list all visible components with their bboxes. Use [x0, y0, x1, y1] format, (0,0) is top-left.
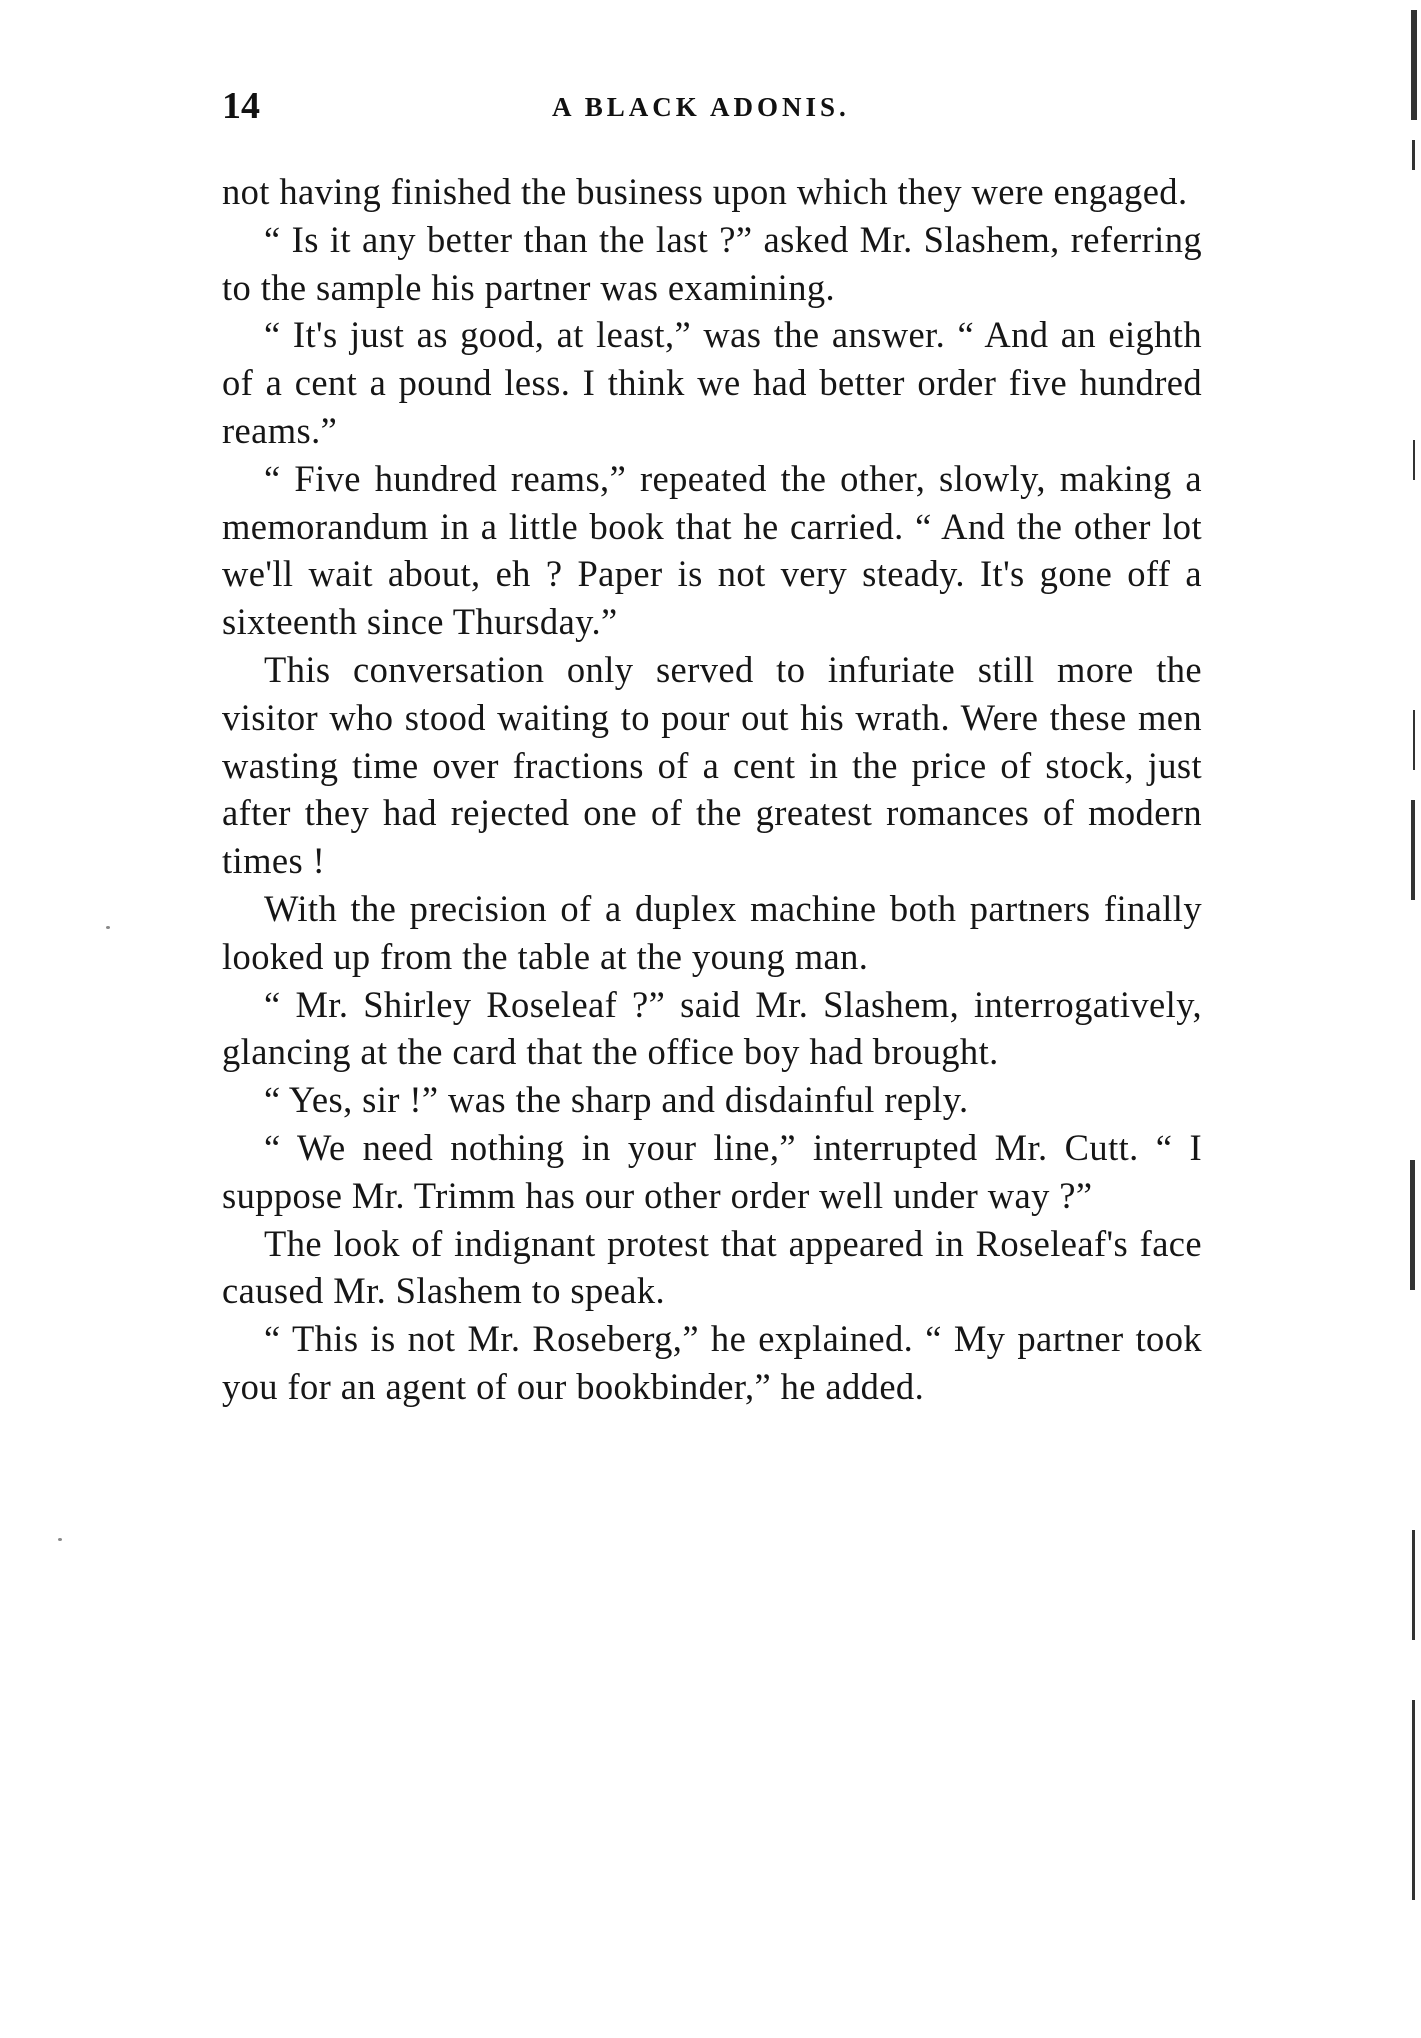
paragraph-4: “ Five hundred reams,” repeated the other, slowly, making a memorandum in a little book that he carried. “ And the other lot we'll wait about, eh ? Paper is not very steady. It's gone off a sixteenth since Thursday.” — [222, 457, 1202, 643]
page-number: 14 — [222, 85, 260, 127]
edge-mark — [1412, 140, 1415, 170]
edge-mark — [1413, 710, 1415, 770]
paragraph-2: “ Is it any better than the last ?” asked Mr. Slashem, referring to the sample his partner was examining. — [222, 218, 1202, 308]
edge-mark — [1411, 10, 1417, 120]
edge-mark — [1412, 1530, 1415, 1640]
paper-speck — [58, 1538, 62, 1541]
paragraph-5: This conversation only served to infuriate still more the visitor who stood waiting to pour out his wrath. Were these men wasting time over fractions of a cent in the price of stock, just after they had rejected one of the greatest romances of modern times ! — [222, 648, 1202, 882]
page-header — [222, 84, 1202, 134]
running-head: A BLACK ADONIS. — [552, 92, 850, 122]
paragraph-7: “ Mr. Shirley Roseleaf ?” said Mr. Slashem, interrogatively, glancing at the card that the office boy had brought. — [222, 983, 1202, 1073]
body-text — [222, 168, 1202, 1411]
paragraph-6: With the precision of a duplex machine both partners finally looked up from the table at the young man. — [222, 887, 1202, 977]
paragraph-9: “ We need nothing in your line,” interrupted Mr. Cutt. “ I suppose Mr. Trimm has our other order well under way ?” — [222, 1126, 1202, 1216]
edge-mark — [1410, 1160, 1415, 1290]
paragraph-3: “ It's just as good, at least,” was the answer. “ And an eighth of a cent a pound less. I think we had better order five hundred reams.” — [222, 314, 1202, 451]
edge-mark — [1413, 440, 1415, 480]
paragraph-10: The look of indignant protest that appeared in Roseleaf's face caused Mr. Slashem to speak. — [222, 1222, 1202, 1312]
edge-mark — [1412, 1700, 1415, 1900]
paragraph-1: not having finished the business upon which they were engaged. — [222, 171, 1188, 212]
edge-mark — [1411, 800, 1415, 900]
paragraph-8: “ Yes, sir !” was the sharp and disdainful reply. — [264, 1079, 969, 1121]
scan-edge-marks — [1401, 0, 1421, 2038]
paragraph-11: “ This is not Mr. Roseberg,” he explained. “ My partner took you for an agent of our bookbinder,” he added. — [222, 1318, 1202, 1407]
paper-speck — [106, 926, 110, 929]
